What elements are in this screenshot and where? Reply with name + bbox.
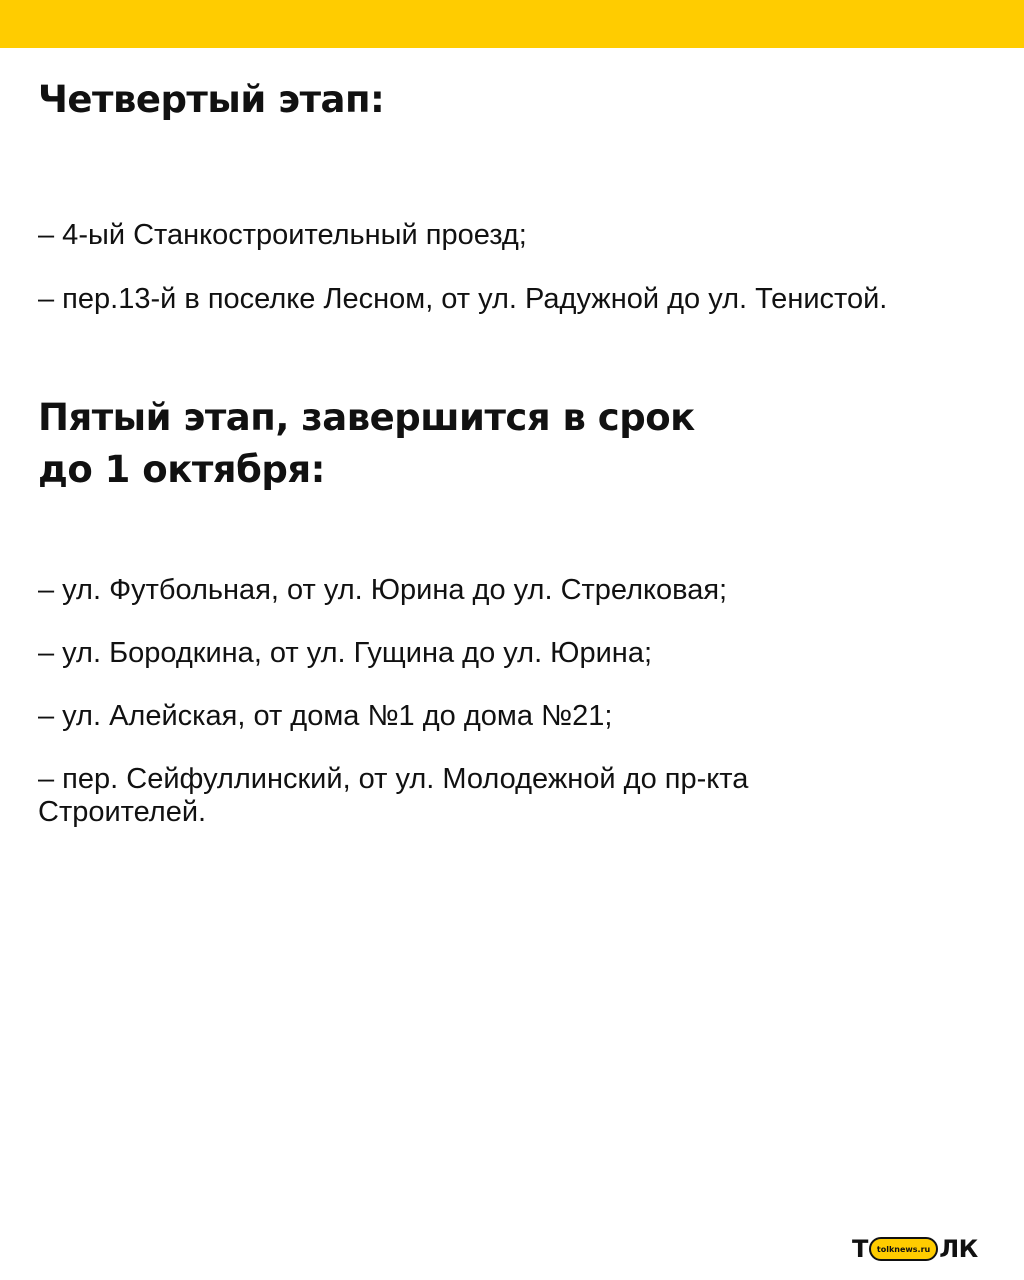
list-item: – пер.13-й в поселке Лесном, от ул. Радужной до ул. Тенистой.: [38, 283, 888, 315]
logo-letter-t: Т: [852, 1235, 868, 1263]
list-item: – ул. Футбольная, от ул. Юрина до ул. Стрелковая;: [38, 574, 728, 606]
list-item: – пер. Сейфуллинский, от ул. Молодежной до пр-кта Строителей.: [38, 763, 749, 828]
list-item: – ул. Алейская, от дома №1 до дома №21;: [38, 700, 613, 732]
top-accent-bar: [0, 0, 1024, 48]
section-heading-fifth-stage: [38, 392, 695, 496]
heading-line: Четвертый этап:: [38, 78, 385, 121]
heading-line: до 1 октября:: [38, 448, 325, 491]
section-heading-fourth-stage: [38, 74, 384, 126]
logo-pill: tolknews.ru: [869, 1237, 938, 1261]
list-item: – ул. Бородкина, от ул. Гущина до ул. Юрина;: [38, 637, 653, 669]
logo-letters-lk: ЛК: [939, 1235, 978, 1263]
list-item: – 4-ый Станкостроительный проезд;: [38, 219, 527, 251]
heading-line: Пятый этап, завершится в срок: [38, 396, 695, 439]
brand-logo: [852, 1235, 978, 1263]
